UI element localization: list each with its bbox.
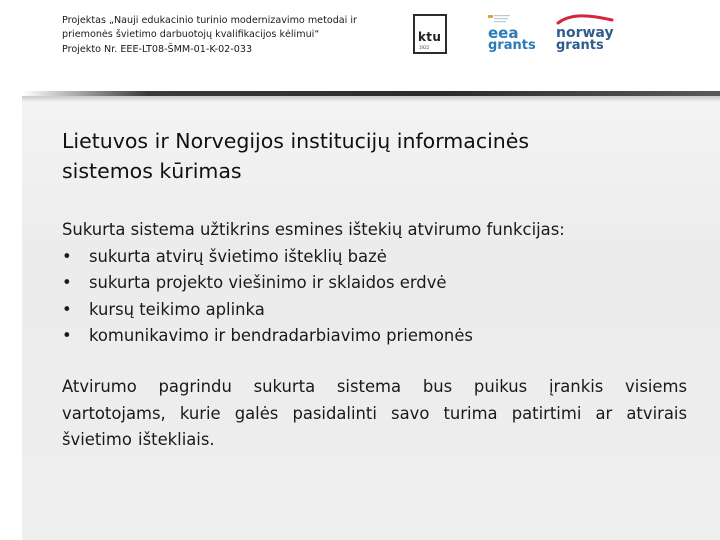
list-item-text: kursų teikimo aplinka [89, 299, 265, 319]
project-line: priemonės švietimo darbuotojų kvalifikacijos kėlimui“ [62, 29, 320, 41]
bullet-icon: • [62, 299, 72, 319]
list-item [62, 323, 688, 350]
slide-header [0, 0, 720, 92]
ktu-logo [413, 14, 447, 54]
project-number: Projekto Nr. EEE-LT08-ŠMM-01-K-02-033 [62, 43, 253, 55]
list-item [62, 244, 688, 271]
bullet-icon: • [62, 326, 72, 345]
norway-logo-line1: norway [556, 25, 614, 41]
ktu-logo-year: 1922 [419, 45, 430, 50]
list-item [62, 270, 688, 297]
slide-title [62, 126, 682, 186]
project-info [62, 14, 392, 57]
slide-title-line: Lietuvos ir Norvegijos institucijų informacinės [62, 129, 530, 153]
eea-logo-line1: eea [488, 24, 519, 42]
header-divider-shadow [22, 96, 720, 102]
norway-grants-logo [552, 14, 622, 54]
list-item-text: sukurta atvirų švietimo išteklių bazė [89, 246, 387, 266]
bullet-icon: • [62, 246, 72, 266]
slide-title-line: sistemos kūrimas [62, 159, 242, 183]
list-item-text: sukurta projekto viešinimo ir sklaidos erdvė [89, 273, 447, 292]
norway-logo-line2: grants [556, 38, 604, 53]
eea-logo-line2: grants [488, 38, 536, 53]
feature-list [62, 244, 688, 350]
intro-text: Sukurta sistema užtikrins esmines ištekių atvirumo funkcijas: [62, 220, 565, 239]
eea-grants-logo [486, 14, 536, 54]
project-line: Projektas „Nauji edukacinio turinio modernizavimo metodai ir [62, 15, 358, 26]
list-item-text: komunikavimo ir bendradarbiavimo priemonės [89, 326, 473, 345]
ktu-logo-text: ktu [418, 30, 442, 44]
slide-body [62, 217, 688, 350]
bullet-icon: • [62, 273, 72, 292]
summary-paragraph: Atvirumo pagrindu sukurta sistema bus puikus įrankis visiems vartotojams, kurie galės pasidalinti savo turima patirtimi ar atvirais švietimo ištekliais. [62, 377, 687, 449]
list-item [62, 297, 688, 324]
